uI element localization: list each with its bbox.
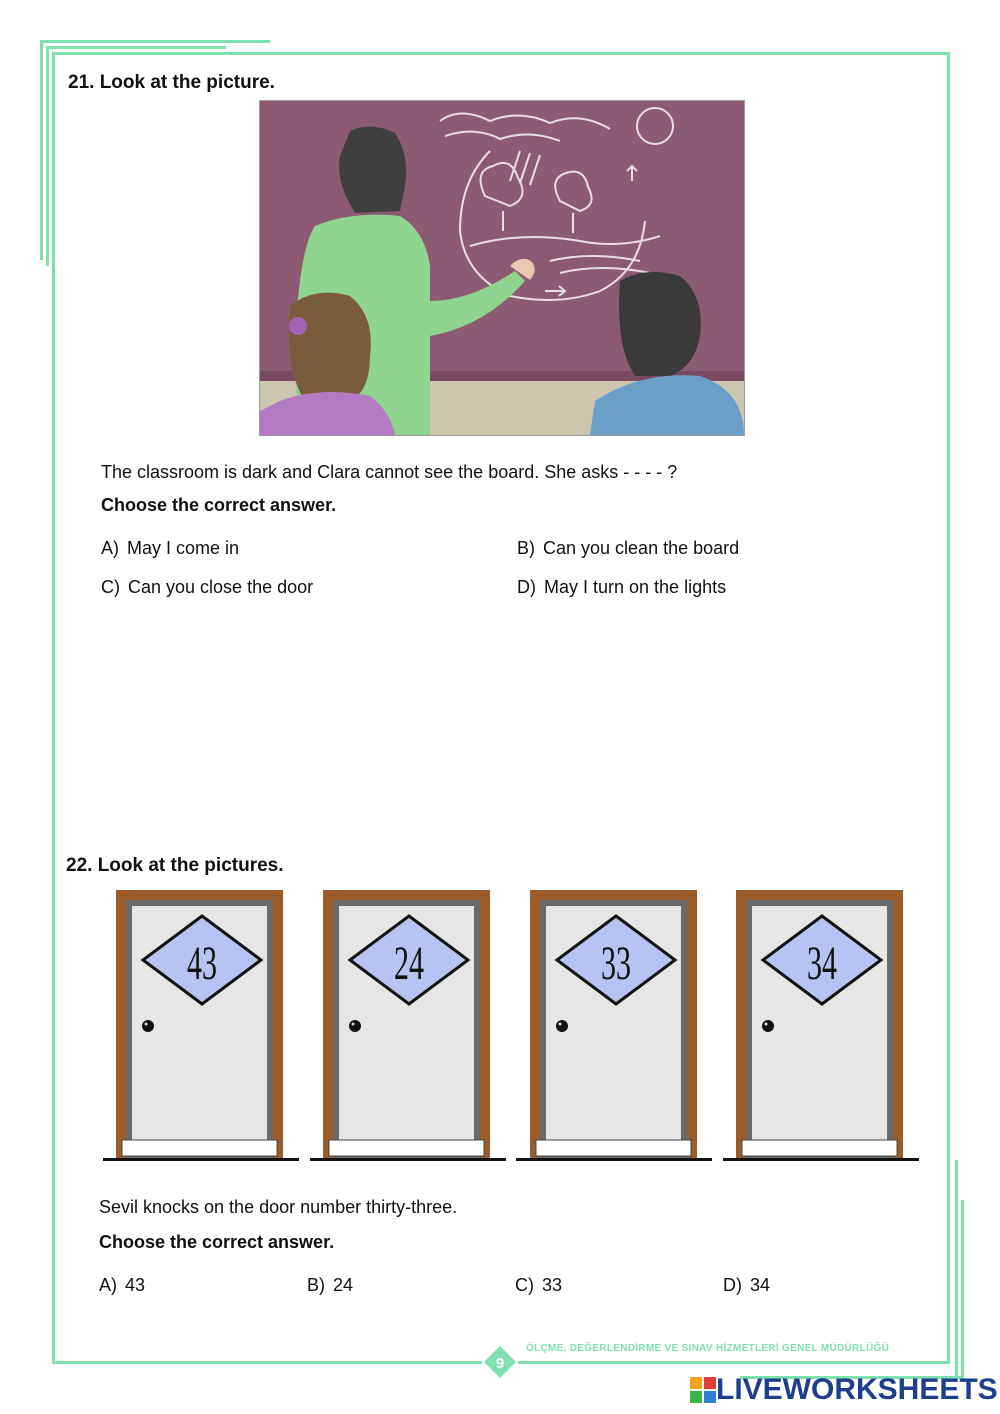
question-21-instruction: Choose the correct answer. xyxy=(101,495,337,515)
liveworksheets-logo[interactable] xyxy=(690,1372,998,1408)
floor-line xyxy=(723,1158,919,1161)
option-letter: D) xyxy=(723,1275,742,1295)
door-number: 33 xyxy=(601,935,631,990)
option-text: 34 xyxy=(750,1275,771,1295)
option-letter: C) xyxy=(101,577,120,597)
question-22-text: Sevil knocks on the door number thirty-three. xyxy=(99,1197,458,1217)
option-text: 24 xyxy=(333,1275,354,1295)
page-number-badge xyxy=(483,1345,517,1379)
footer-organization: ÖLÇME, DEĞERLENDİRME VE SINAV HİZMETLERİ GENEL MÜDÜRLÜĞÜ xyxy=(526,1343,890,1354)
floor-line xyxy=(310,1158,506,1161)
question-21-title: 21. Look at the picture. xyxy=(68,72,275,93)
option-letter: B) xyxy=(517,538,535,558)
floor-line xyxy=(103,1158,299,1161)
option-text: Can you close the door xyxy=(128,577,314,597)
door-number: 24 xyxy=(394,935,424,990)
option-letter: A) xyxy=(99,1275,117,1295)
q22-option-d[interactable] xyxy=(723,1275,770,1296)
q21-option-a[interactable] xyxy=(101,538,239,559)
question-22-title: 22. Look at the pictures. xyxy=(66,855,284,876)
door-number: 34 xyxy=(807,935,837,990)
option-text: May I come in xyxy=(127,538,240,558)
option-letter: C) xyxy=(515,1275,534,1295)
option-text: 43 xyxy=(125,1275,146,1295)
classroom-illustration xyxy=(259,100,745,436)
option-letter: D) xyxy=(517,577,536,597)
door-number: 43 xyxy=(187,935,217,990)
option-text: May I turn on the lights xyxy=(544,577,727,597)
q22-option-a[interactable] xyxy=(99,1275,145,1296)
door-1 xyxy=(116,890,283,1160)
option-letter: B) xyxy=(307,1275,325,1295)
liveworksheets-brand: LIVEWORKSHEETS xyxy=(716,1373,998,1406)
door-3 xyxy=(530,890,697,1160)
q22-option-c[interactable] xyxy=(515,1275,562,1296)
option-letter: A) xyxy=(101,538,119,558)
q22-option-b[interactable] xyxy=(307,1275,353,1296)
question-21-text: The classroom is dark and Clara cannot see the board. She asks - - - - ? xyxy=(101,462,678,482)
question-22-instruction: Choose the correct answer. xyxy=(99,1232,335,1252)
floor-line xyxy=(516,1158,712,1161)
q21-option-d[interactable] xyxy=(517,577,726,598)
page-number: 9 xyxy=(495,1355,505,1372)
option-text: 33 xyxy=(542,1275,563,1295)
q21-option-b[interactable] xyxy=(517,538,739,559)
q21-option-c[interactable] xyxy=(101,577,313,598)
door-4 xyxy=(736,890,903,1160)
option-text: Can you clean the board xyxy=(543,538,740,558)
liveworksheets-icon xyxy=(690,1377,716,1403)
door-2 xyxy=(323,890,490,1160)
